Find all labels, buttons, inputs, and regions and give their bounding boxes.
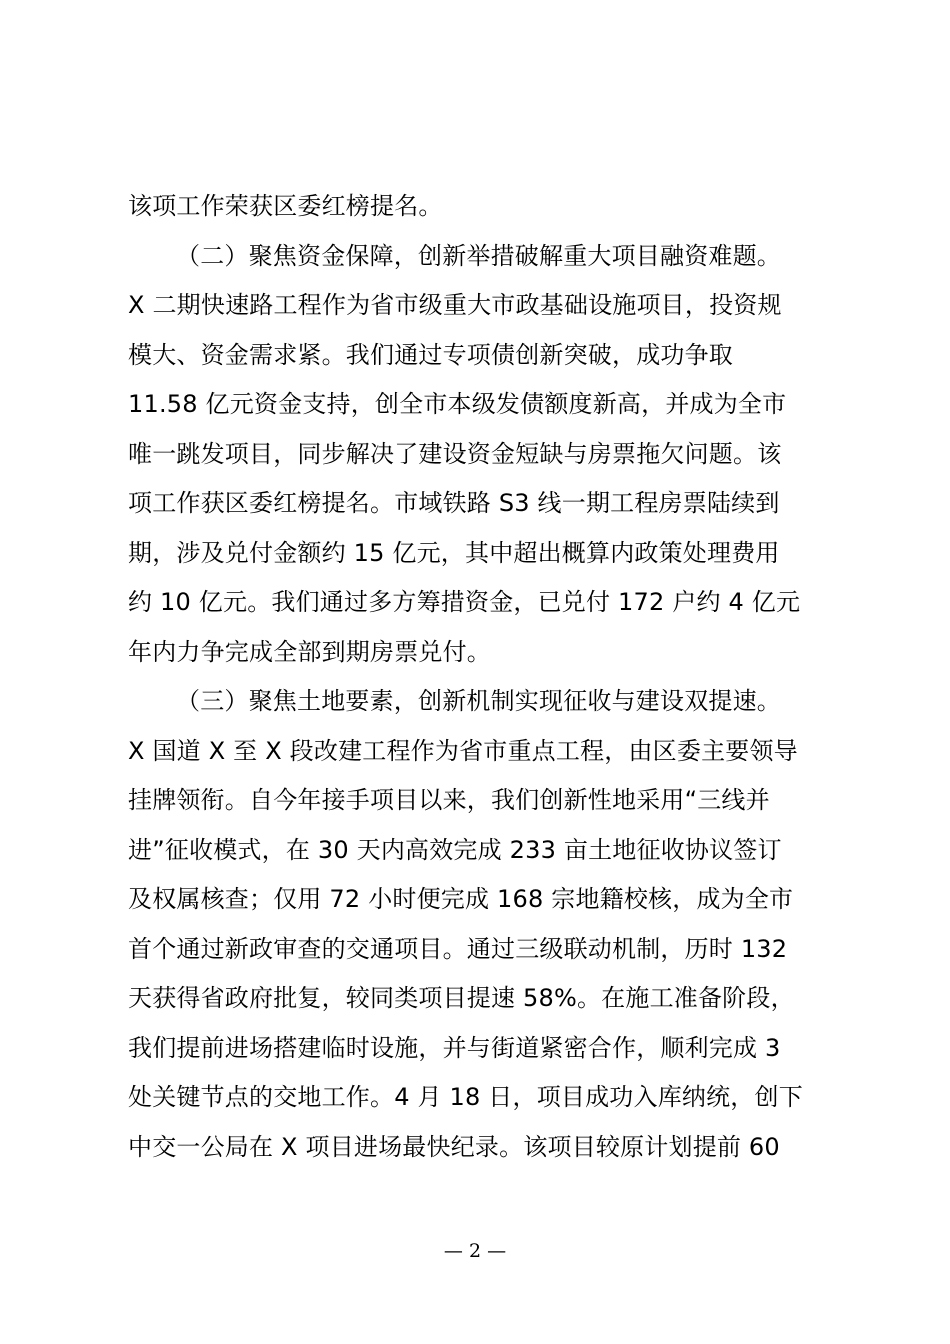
text-line: 天获得省政府批复，较同类项目提速 58%。在施工准备阶段， — [128, 984, 795, 1012]
text-line: 中交一公局在 X 项目进场最快纪录。该项目较原计划提前 60 — [128, 1132, 780, 1161]
text-line: 项工作获区委红榜提名。市域铁路 S3 线一期工程房票陆续到 — [128, 489, 780, 517]
text-line: X 国道 X 至 X 段改建工程作为省市重点工程，由区委主要领导 — [128, 736, 798, 765]
text-line: 约 10 亿元。我们通过多方筹措资金，已兑付 172 户约 4 亿元 — [128, 588, 801, 616]
page-number: — 2 — — [443, 1240, 507, 1262]
text-line: 及权属核查；仅用 72 小时便完成 168 宗地籍校核，成为全市 — [128, 885, 794, 913]
text-line: 进”征收模式，在 30 天内高效完成 233 亩土地征收协议签订 — [128, 835, 782, 864]
text-line: 期，涉及兑付金额约 15 亿元，其中超出概算内政策处理费用 — [128, 538, 780, 567]
section-heading: （二）聚焦资金保障，创新举措破解重大项目融资难题。 — [176, 241, 781, 270]
text-line: X 二期快速路工程作为省市级重大市政基础设施项目，投资规 — [128, 291, 782, 319]
text-line: 11.58 亿元资金支持，创全市本级发债额度新高，并成为全市 — [128, 390, 787, 418]
text-line: 我们提前进场搭建临时设施，并与街道紧密合作，顺利完成 3 — [128, 1033, 781, 1062]
section-heading: （三）聚焦土地要素，创新机制实现征收与建设双提速。 — [176, 687, 781, 715]
text-line: 首个通过新政审查的交通项目。通过三级联动机制，历时 132 — [128, 934, 788, 963]
text-line: 处关键节点的交地工作。4 月 18 日，项目成功入库纳统，创下 — [128, 1083, 803, 1111]
document-body — [128, 182, 848, 1172]
text-line: 挂牌领衔。自今年接手项目以来，我们创新性地采用“三线并 — [128, 786, 770, 814]
text-line: 唯一跳发项目，同步解决了建设资金短缺与房票拖欠问题。该 — [128, 439, 782, 468]
text-line: 年内力争完成全部到期房票兑付。 — [128, 637, 491, 666]
text-line: 该项工作荣获区委红榜提名。 — [128, 192, 443, 220]
text-line: 模大、资金需求紧。我们通过专项债创新突破，成功争取 — [128, 340, 733, 369]
